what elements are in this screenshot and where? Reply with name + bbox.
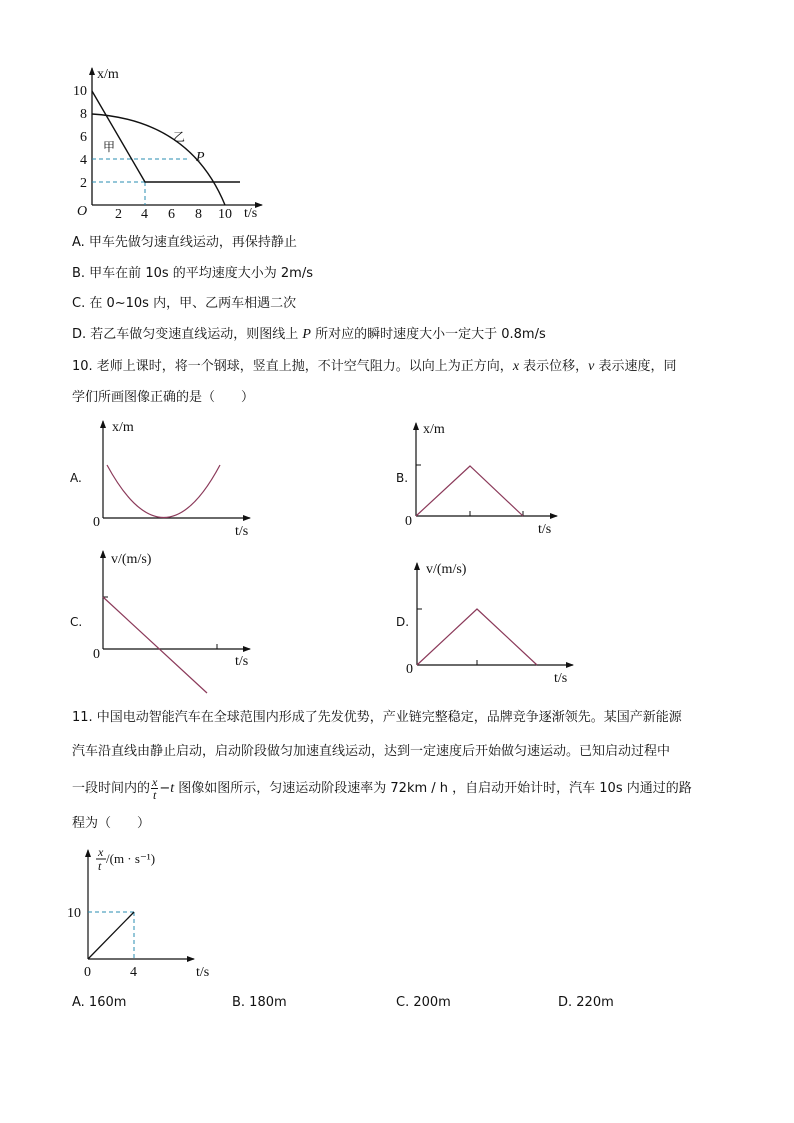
text: 表示位移， — [519, 359, 589, 374]
y-axis-label: x/m — [97, 67, 119, 82]
y-tick: 2 — [80, 176, 87, 191]
q10-graph-c — [93, 551, 250, 693]
x-axis-label: t/s — [554, 671, 568, 686]
parabola-curve — [107, 465, 220, 518]
y-axis-label: v/(m/s) — [111, 552, 152, 567]
x-axis-label: t/s — [235, 524, 249, 539]
q9-option-a[interactable]: A. 甲车先做匀速直线运动，再保持静止 — [72, 235, 297, 250]
x-tick: 4 — [130, 965, 137, 980]
x-tick: 8 — [195, 207, 202, 222]
x-axis-label: t/s — [538, 522, 552, 537]
minus: − — [159, 781, 171, 796]
q9-option-d-p: P — [302, 327, 311, 342]
x-axis-label: t/s — [196, 965, 210, 980]
triangle-curve — [417, 609, 537, 665]
numerator: x — [152, 775, 158, 789]
curve-jia-label: 甲 — [103, 140, 116, 154]
q11-stem-line-2: 汽车沿直线由静止启动，启动阶段做匀加速直线运动，达到一定速度后开始做匀速运动。已知启动过程中 — [72, 744, 671, 759]
y-tick: 6 — [80, 130, 87, 145]
text: 表示速度，同 — [594, 359, 677, 374]
text: 10. 老师上课时，将一个钢球，竖直上抛，不计空气阻力。以向上为正方向， — [72, 359, 513, 374]
curve-yi-label: 乙 — [173, 130, 186, 144]
q11-stem-line-1: 11. 中国电动智能汽车在全球范围内形成了先发优势，产业链完整稳定，品牌竞争逐渐领先。某国产新能源 — [72, 710, 682, 725]
origin-label: 0 — [405, 514, 412, 529]
x-tick: 4 — [141, 207, 148, 222]
q10-stem-line-1 — [72, 359, 677, 375]
y-label-unit: /(m · s⁻¹) — [106, 851, 156, 866]
q11-option-c[interactable]: C. 200m — [396, 995, 451, 1010]
q10-stem-line-2: 学们所画图像正确的是（ ） — [72, 390, 255, 405]
y-tick: 8 — [80, 107, 87, 122]
triangle-curve — [416, 466, 523, 516]
option-label-d: D. — [396, 615, 410, 629]
fraction-x-over-t — [151, 776, 158, 801]
var-v: v — [588, 359, 595, 374]
q11-option-a[interactable]: A. 160m — [72, 995, 127, 1010]
q11-option-b[interactable]: B. 180m — [232, 995, 287, 1010]
point-p-label: P — [196, 150, 205, 165]
y-label-den: t — [98, 859, 102, 873]
y-tick: 10 — [73, 84, 87, 99]
q9-option-d-text: D. 若乙车做匀变速直线运动，则图线上 — [72, 327, 303, 342]
linear-line — [88, 912, 134, 959]
decreasing-line — [103, 597, 207, 693]
q11-option-d[interactable]: D. 220m — [558, 995, 614, 1010]
x-axis-label: t/s — [244, 206, 258, 221]
origin-label: O — [77, 204, 88, 219]
denominator: t — [153, 788, 157, 802]
origin-label: 0 — [406, 662, 413, 677]
y-label-num: x — [98, 845, 104, 859]
option-label-b: B. — [396, 471, 409, 485]
q11-stem-line-4: 程为（ ） — [72, 816, 151, 831]
q9-option-d[interactable] — [72, 327, 546, 343]
option-label-a: A. — [70, 471, 82, 485]
q9-option-d-text-2: 所对应的瞬时速度大小一定大于 0.8m/s — [310, 327, 546, 342]
q9-option-b[interactable]: B. 甲车在前 10s 的平均速度大小为 2m/s — [72, 266, 313, 281]
var-x: x — [512, 359, 520, 374]
y-axis-label: x/m — [423, 422, 445, 437]
text: 图像如图所示，匀速运动阶段速率为 72km / h ，自启动开始计时，汽车 10s 内通过的路 — [174, 781, 692, 796]
q11-stem-line-3 — [72, 774, 692, 804]
x-axis-label: t/s — [235, 654, 249, 669]
curve-jia — [92, 91, 240, 182]
text: 一段时间内的 — [72, 781, 151, 796]
q9-option-c[interactable]: C. 在 0~10s 内，甲、乙两车相遇二次 — [72, 296, 297, 311]
x-tick: 10 — [218, 207, 232, 222]
option-label-c: C. — [70, 615, 83, 629]
y-axis-label: v/(m/s) — [426, 562, 467, 577]
q9-xt-graph — [73, 67, 262, 222]
origin-label: 0 — [84, 965, 91, 980]
x-tick: 2 — [115, 207, 122, 222]
q11-xt-t-graph — [67, 845, 209, 980]
origin-label: 0 — [93, 647, 100, 662]
y-axis-label: x/m — [112, 420, 134, 435]
x-tick: 6 — [168, 207, 175, 222]
q10-graph-b — [405, 422, 557, 537]
origin-label: 0 — [93, 515, 100, 530]
y-tick: 10 — [67, 906, 81, 921]
q10-graph-a — [93, 420, 250, 539]
y-tick: 4 — [80, 153, 87, 168]
q10-graph-d — [406, 562, 573, 686]
var-t: t — [170, 781, 175, 796]
